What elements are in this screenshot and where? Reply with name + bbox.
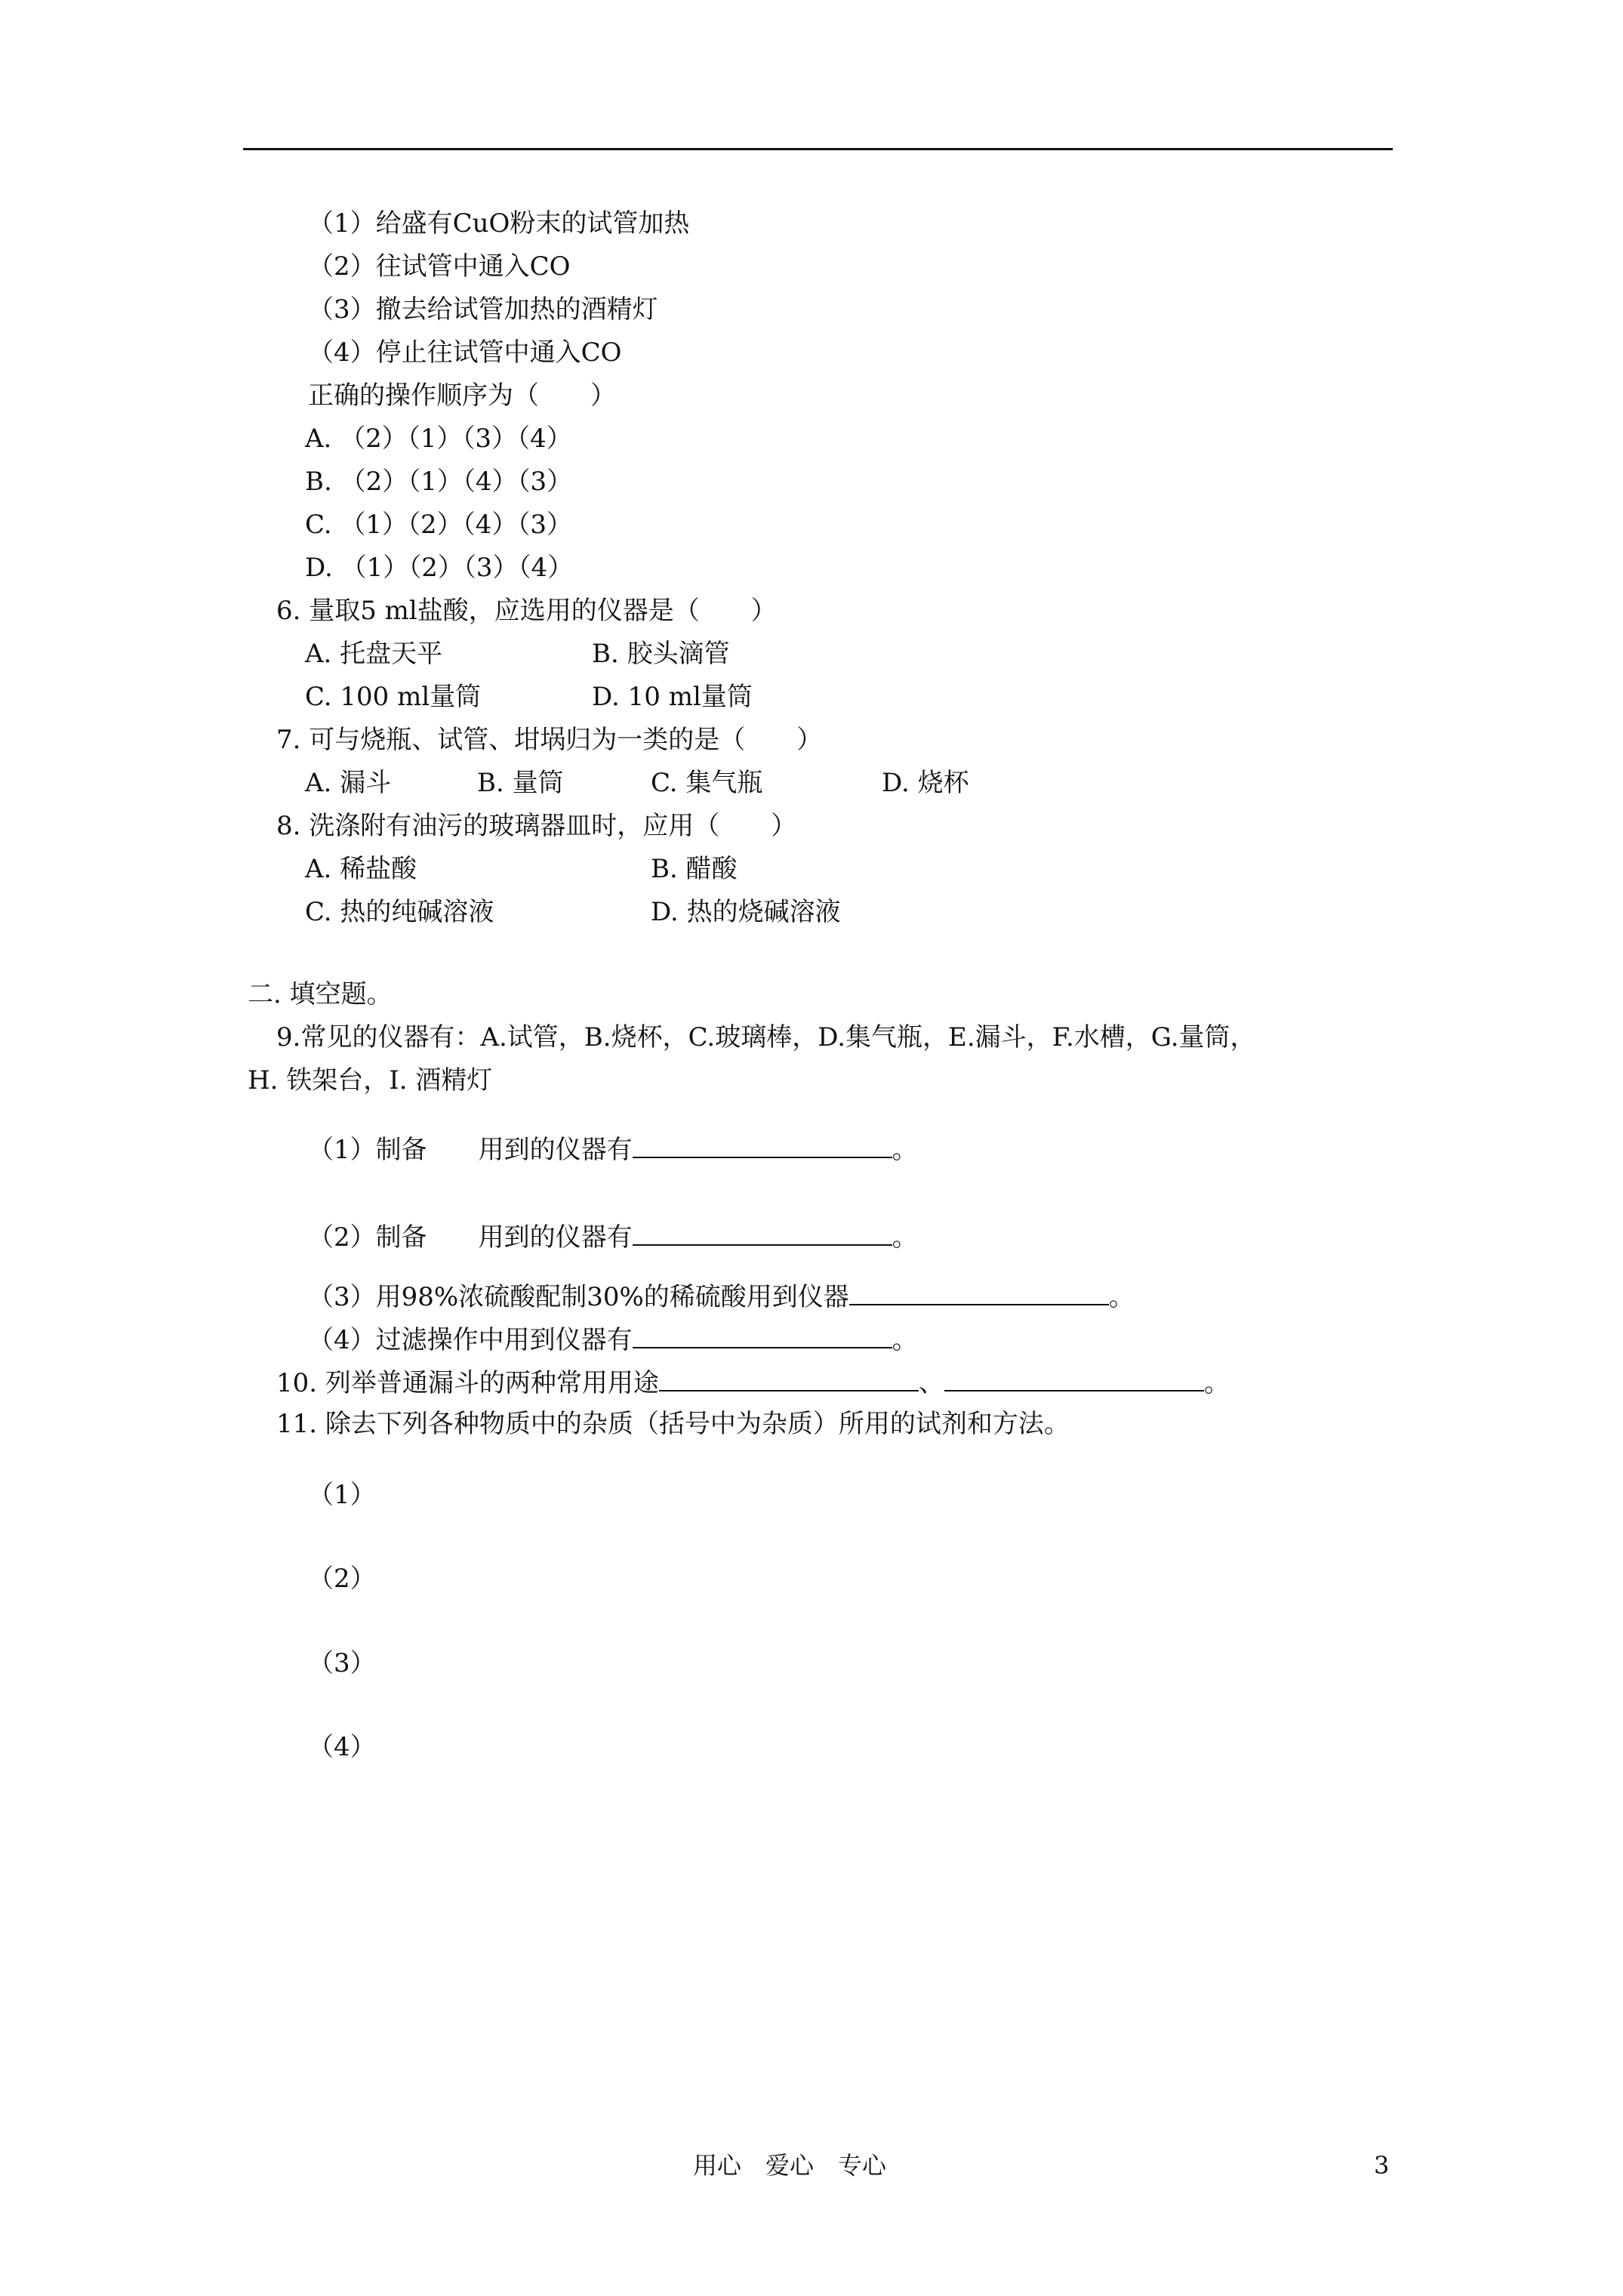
q10-stem: 10. 列举普通漏斗的两种常用用途 、 。 (276, 1364, 1230, 1400)
section-heading: 二. 填空题。 (248, 979, 393, 1009)
q11-item-1: （1） (308, 1480, 376, 1510)
q8-option-d: D. 热的烧碱溶液 (651, 897, 841, 927)
q9-intro-line1: 9.常见的仪器有：A.试管，B.烧杯，C.玻璃棒，D.集气瓶，E.漏斗，F.水槽，G.量筒， (276, 1022, 1256, 1052)
q6-stem: 6. 量取5 ml盐酸，应选用的仪器是（ ） (276, 596, 777, 626)
q8-stem: 8. 洗涤附有油污的玻璃器皿时，应用（ ） (276, 811, 797, 841)
q8-option-b: B. 醋酸 (651, 854, 738, 884)
q9-item-1: （1）制备 用到的仪器有 。 (308, 1131, 918, 1166)
q7-option-d: D. 烧杯 (882, 768, 969, 798)
step-3: （3）撤去给试管加热的酒精灯 (308, 294, 658, 325)
q6-option-d: D. 10 ml量筒 (592, 682, 753, 712)
q5-option-b: B. （2）（1）（4）（3） (305, 467, 573, 497)
header-rule (243, 148, 1393, 150)
q8-option-a: A. 稀盐酸 (305, 854, 417, 884)
q5-option-c: C. （1）（2）（4）（3） (305, 510, 572, 540)
answer-blank-10-a[interactable] (659, 1364, 919, 1391)
q9-item-4: （4）过滤操作中用到仪器有 。 (308, 1321, 918, 1357)
q11-item-3: （3） (308, 1648, 376, 1678)
answer-blank-9-2[interactable] (633, 1219, 892, 1246)
q5-option-d: D. （1）（2）（3）（4） (305, 553, 574, 583)
answer-blank-9-4[interactable] (633, 1321, 892, 1348)
q5-stem: 正确的操作顺序为（ ） (308, 381, 616, 411)
q7-option-b: B. 量筒 (477, 768, 564, 798)
q9-item-2: （2）制备 用到的仪器有 。 (308, 1219, 918, 1254)
q9-item-3: （3）用98%浓硫酸配制30%的稀硫酸用到仪器 。 (308, 1278, 1135, 1314)
q11-item-4: （4） (308, 1732, 376, 1762)
q7-option-c: C. 集气瓶 (651, 768, 763, 798)
step-4: （4）停止往试管中通入CO (308, 337, 622, 368)
q11-item-2: （2） (308, 1564, 376, 1594)
answer-blank-9-3[interactable] (849, 1278, 1109, 1305)
q7-option-a: A. 漏斗 (305, 768, 392, 798)
q7-stem: 7. 可与烧瓶、试管、坩埚归为一类的是（ ） (276, 725, 823, 755)
step-1: （1）给盛有CuO粉末的试管加热 (308, 208, 690, 239)
answer-blank-9-1[interactable] (633, 1131, 892, 1158)
q6-option-c: C. 100 ml量筒 (305, 682, 482, 712)
q11-stem: 11. 除去下列各种物质中的杂质（括号中为杂质）所用的试剂和方法。 (276, 1409, 1070, 1439)
answer-blank-10-b[interactable] (944, 1364, 1204, 1391)
q6-option-a: A. 托盘天平 (305, 639, 443, 669)
q9-intro-line2: H. 铁架台，I. 酒精灯 (248, 1065, 493, 1096)
q5-option-a: A. （2）（1）（3）（4） (305, 424, 572, 454)
step-2: （2）往试管中通入CO (308, 251, 571, 282)
page-number: 3 (1374, 2151, 1390, 2180)
q8-option-c: C. 热的纯碱溶液 (305, 897, 494, 927)
q6-option-b: B. 胶头滴管 (592, 639, 730, 669)
footer-motto: 用心 爱心 专心 (693, 2151, 887, 2180)
